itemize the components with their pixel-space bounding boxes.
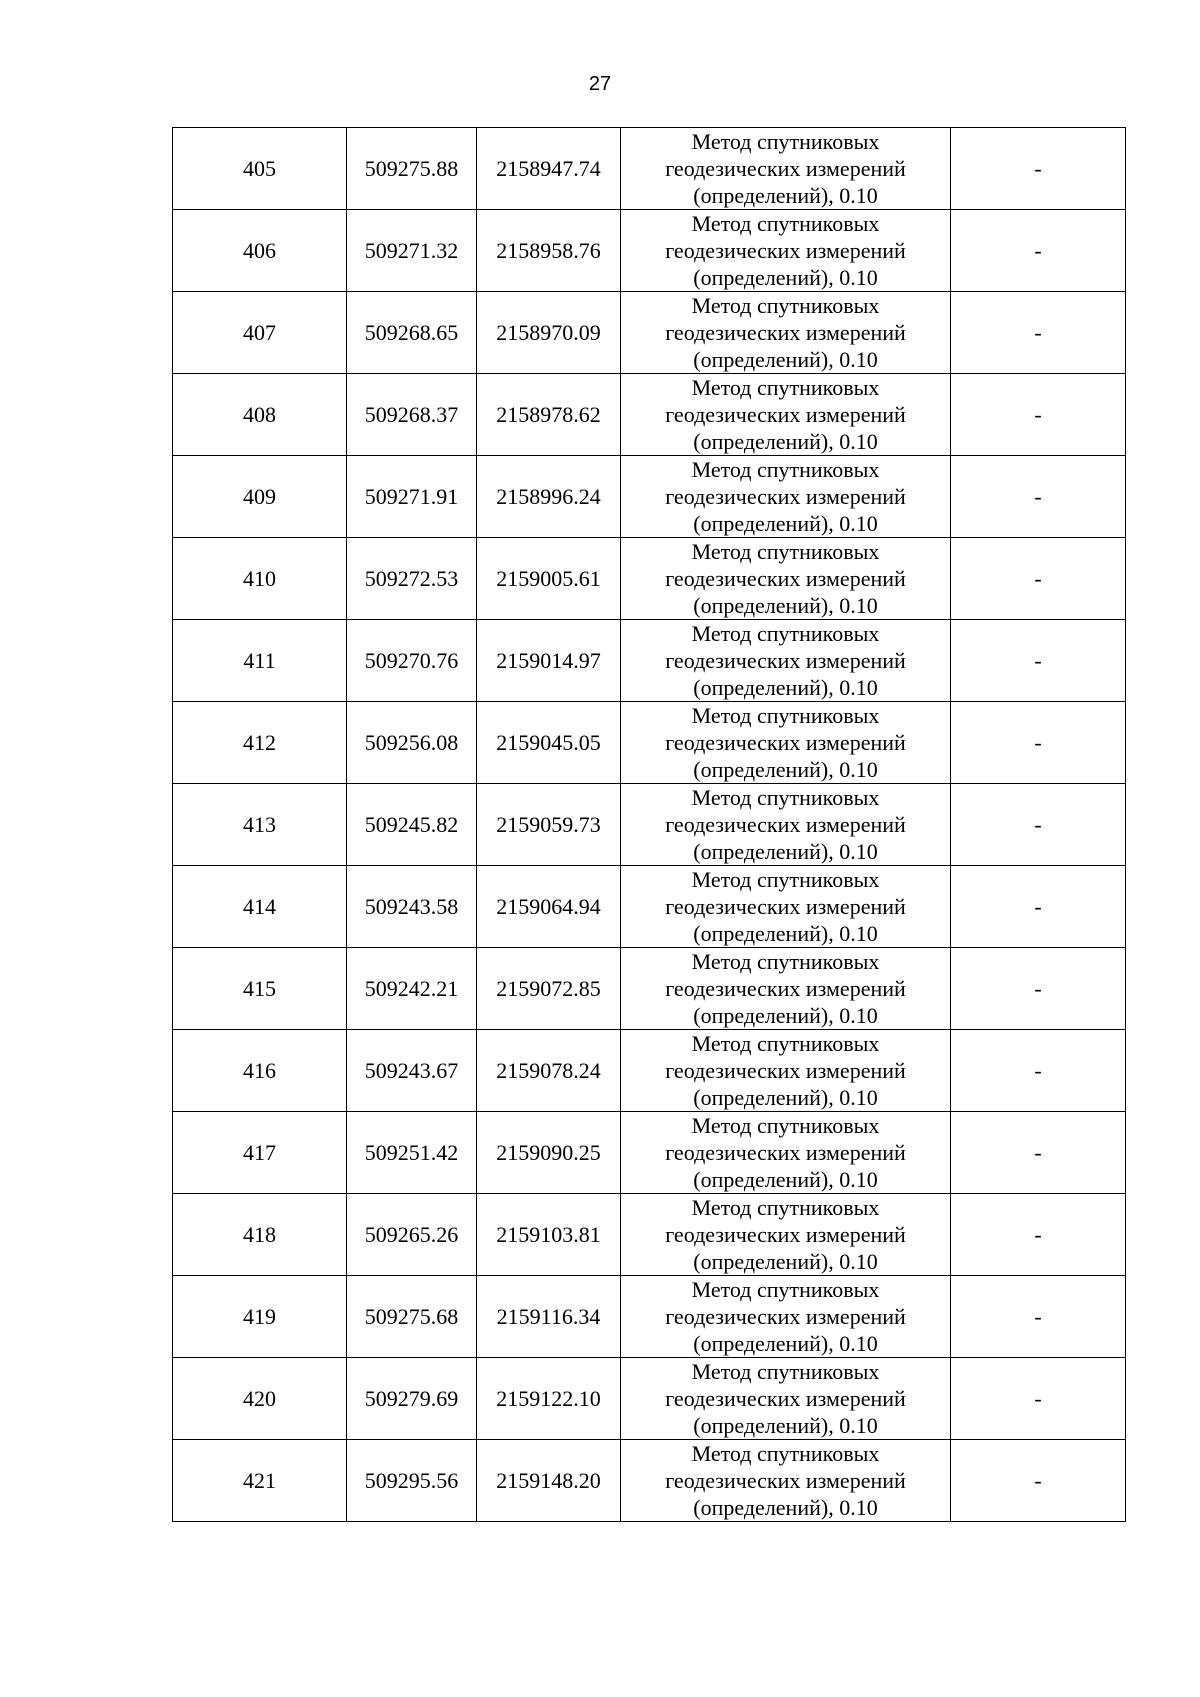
note-cell: - [951, 1112, 1126, 1194]
method-line: Метод спутниковых [691, 375, 880, 400]
method-cell [621, 374, 951, 456]
table-row [173, 374, 1126, 456]
method-line: геодезических измерений [665, 484, 906, 509]
point-number-cell: 409 [173, 456, 347, 538]
y-coordinate-cell: 2159005.61 [477, 538, 621, 620]
table-row [173, 1358, 1126, 1440]
method-line: (определений), 0.10 [693, 265, 878, 290]
method-line: Метод спутниковых [691, 703, 880, 728]
note-cell: - [951, 128, 1126, 210]
y-coordinate-cell: 2158958.76 [477, 210, 621, 292]
point-number-cell: 408 [173, 374, 347, 456]
method-line: (определений), 0.10 [693, 593, 878, 618]
point-number-cell: 417 [173, 1112, 347, 1194]
method-line: Метод спутниковых [691, 1031, 880, 1056]
y-coordinate-cell: 2158996.24 [477, 456, 621, 538]
method-line: геодезических измерений [665, 402, 906, 427]
y-coordinate-cell: 2159059.73 [477, 784, 621, 866]
method-line: Метод спутниковых [691, 1359, 880, 1384]
method-line: Метод спутниковых [691, 1441, 880, 1466]
y-coordinate-cell: 2159116.34 [477, 1276, 621, 1358]
method-line: Метод спутниковых [691, 129, 880, 154]
point-number-cell: 420 [173, 1358, 347, 1440]
note-cell: - [951, 210, 1126, 292]
table-row [173, 456, 1126, 538]
y-coordinate-cell: 2158970.09 [477, 292, 621, 374]
y-coordinate-cell: 2158978.62 [477, 374, 621, 456]
y-coordinate-cell: 2159014.97 [477, 620, 621, 702]
note-cell: - [951, 538, 1126, 620]
point-number-cell: 421 [173, 1440, 347, 1522]
table-row [173, 1194, 1126, 1276]
note-cell: - [951, 784, 1126, 866]
method-line: (определений), 0.10 [693, 1249, 878, 1274]
point-number-cell: 416 [173, 1030, 347, 1112]
x-coordinate-cell: 509242.21 [347, 948, 477, 1030]
method-cell [621, 538, 951, 620]
note-cell: - [951, 1440, 1126, 1522]
method-line: геодезических измерений [665, 730, 906, 755]
x-coordinate-cell: 509270.76 [347, 620, 477, 702]
method-line: Метод спутниковых [691, 1277, 880, 1302]
point-number-cell: 413 [173, 784, 347, 866]
method-cell [621, 1440, 951, 1522]
point-number-cell: 410 [173, 538, 347, 620]
method-cell [621, 866, 951, 948]
method-line: Метод спутниковых [691, 621, 880, 646]
table-row [173, 948, 1126, 1030]
method-line: геодезических измерений [665, 1222, 906, 1247]
method-line: (определений), 0.10 [693, 183, 878, 208]
point-number-cell: 405 [173, 128, 347, 210]
page-number: 27 [588, 73, 612, 95]
method-line: геодезических измерений [665, 238, 906, 263]
x-coordinate-cell: 509268.65 [347, 292, 477, 374]
method-line: (определений), 0.10 [693, 1413, 878, 1438]
method-cell [621, 1030, 951, 1112]
method-cell [621, 210, 951, 292]
note-cell: - [951, 1358, 1126, 1440]
table-row [173, 620, 1126, 702]
method-line: геодезических измерений [665, 566, 906, 591]
note-cell: - [951, 456, 1126, 538]
method-line: Метод спутниковых [691, 1195, 880, 1220]
method-line: (определений), 0.10 [693, 1085, 878, 1110]
point-number-cell: 411 [173, 620, 347, 702]
method-line: (определений), 0.10 [693, 1331, 878, 1356]
table-row [173, 538, 1126, 620]
method-line: (определений), 0.10 [693, 839, 878, 864]
method-cell [621, 1194, 951, 1276]
x-coordinate-cell: 509272.53 [347, 538, 477, 620]
y-coordinate-cell: 2159064.94 [477, 866, 621, 948]
table-row [173, 784, 1126, 866]
method-line: Метод спутниковых [691, 457, 880, 482]
method-line: геодезических измерений [665, 812, 906, 837]
method-line: (определений), 0.10 [693, 921, 878, 946]
table-row [173, 1030, 1126, 1112]
y-coordinate-cell: 2158947.74 [477, 128, 621, 210]
method-line: геодезических измерений [665, 894, 906, 919]
method-line: Метод спутниковых [691, 785, 880, 810]
method-line: (определений), 0.10 [693, 675, 878, 700]
method-line: геодезических измерений [665, 1304, 906, 1329]
x-coordinate-cell: 509243.67 [347, 1030, 477, 1112]
method-line: (определений), 0.10 [693, 511, 878, 536]
method-line: Метод спутниковых [691, 211, 880, 236]
note-cell: - [951, 620, 1126, 702]
method-cell [621, 784, 951, 866]
point-number-cell: 419 [173, 1276, 347, 1358]
coordinates-table-body [173, 128, 1126, 1522]
method-line: (определений), 0.10 [693, 429, 878, 454]
y-coordinate-cell: 2159090.25 [477, 1112, 621, 1194]
method-line: (определений), 0.10 [693, 347, 878, 372]
note-cell: - [951, 374, 1126, 456]
y-coordinate-cell: 2159078.24 [477, 1030, 621, 1112]
point-number-cell: 407 [173, 292, 347, 374]
method-line: геодезических измерений [665, 1386, 906, 1411]
method-cell [621, 456, 951, 538]
method-line: геодезических измерений [665, 320, 906, 345]
table-row [173, 210, 1126, 292]
method-line: (определений), 0.10 [693, 757, 878, 782]
x-coordinate-cell: 509275.88 [347, 128, 477, 210]
method-line: геодезических измерений [665, 156, 906, 181]
method-line: Метод спутниковых [691, 539, 880, 564]
x-coordinate-cell: 509251.42 [347, 1112, 477, 1194]
y-coordinate-cell: 2159148.20 [477, 1440, 621, 1522]
x-coordinate-cell: 509271.91 [347, 456, 477, 538]
point-number-cell: 415 [173, 948, 347, 1030]
y-coordinate-cell: 2159072.85 [477, 948, 621, 1030]
note-cell: - [951, 1194, 1126, 1276]
note-cell: - [951, 948, 1126, 1030]
method-cell [621, 128, 951, 210]
x-coordinate-cell: 509265.26 [347, 1194, 477, 1276]
point-number-cell: 418 [173, 1194, 347, 1276]
table-row [173, 866, 1126, 948]
table-row [173, 292, 1126, 374]
table-row [173, 702, 1126, 784]
method-line: Метод спутниковых [691, 1113, 880, 1138]
method-line: геодезических измерений [665, 1468, 906, 1493]
method-line: геодезических измерений [665, 648, 906, 673]
x-coordinate-cell: 509243.58 [347, 866, 477, 948]
x-coordinate-cell: 509256.08 [347, 702, 477, 784]
method-line: Метод спутниковых [691, 949, 880, 974]
method-line: Метод спутниковых [691, 293, 880, 318]
note-cell: - [951, 1030, 1126, 1112]
method-line: Метод спутниковых [691, 867, 880, 892]
x-coordinate-cell: 509275.68 [347, 1276, 477, 1358]
method-line: (определений), 0.10 [693, 1003, 878, 1028]
point-number-cell: 414 [173, 866, 347, 948]
method-cell [621, 948, 951, 1030]
point-number-cell: 412 [173, 702, 347, 784]
y-coordinate-cell: 2159103.81 [477, 1194, 621, 1276]
note-cell: - [951, 702, 1126, 784]
table-row [173, 128, 1126, 210]
table-row [173, 1112, 1126, 1194]
method-line: геодезических измерений [665, 976, 906, 1001]
method-line: геодезических измерений [665, 1058, 906, 1083]
method-cell [621, 1358, 951, 1440]
method-cell [621, 620, 951, 702]
method-cell [621, 1112, 951, 1194]
table-row [173, 1276, 1126, 1358]
table-row [173, 1440, 1126, 1522]
method-cell [621, 1276, 951, 1358]
x-coordinate-cell: 509268.37 [347, 374, 477, 456]
note-cell: - [951, 292, 1126, 374]
method-line: (определений), 0.10 [693, 1167, 878, 1192]
point-number-cell: 406 [173, 210, 347, 292]
x-coordinate-cell: 509279.69 [347, 1358, 477, 1440]
x-coordinate-cell: 509295.56 [347, 1440, 477, 1522]
y-coordinate-cell: 2159122.10 [477, 1358, 621, 1440]
method-line: геодезических измерений [665, 1140, 906, 1165]
x-coordinate-cell: 509245.82 [347, 784, 477, 866]
x-coordinate-cell: 509271.32 [347, 210, 477, 292]
note-cell: - [951, 1276, 1126, 1358]
coordinates-table [172, 127, 1126, 1522]
method-cell [621, 702, 951, 784]
y-coordinate-cell: 2159045.05 [477, 702, 621, 784]
method-line: (определений), 0.10 [693, 1495, 878, 1520]
method-cell [621, 292, 951, 374]
note-cell: - [951, 866, 1126, 948]
